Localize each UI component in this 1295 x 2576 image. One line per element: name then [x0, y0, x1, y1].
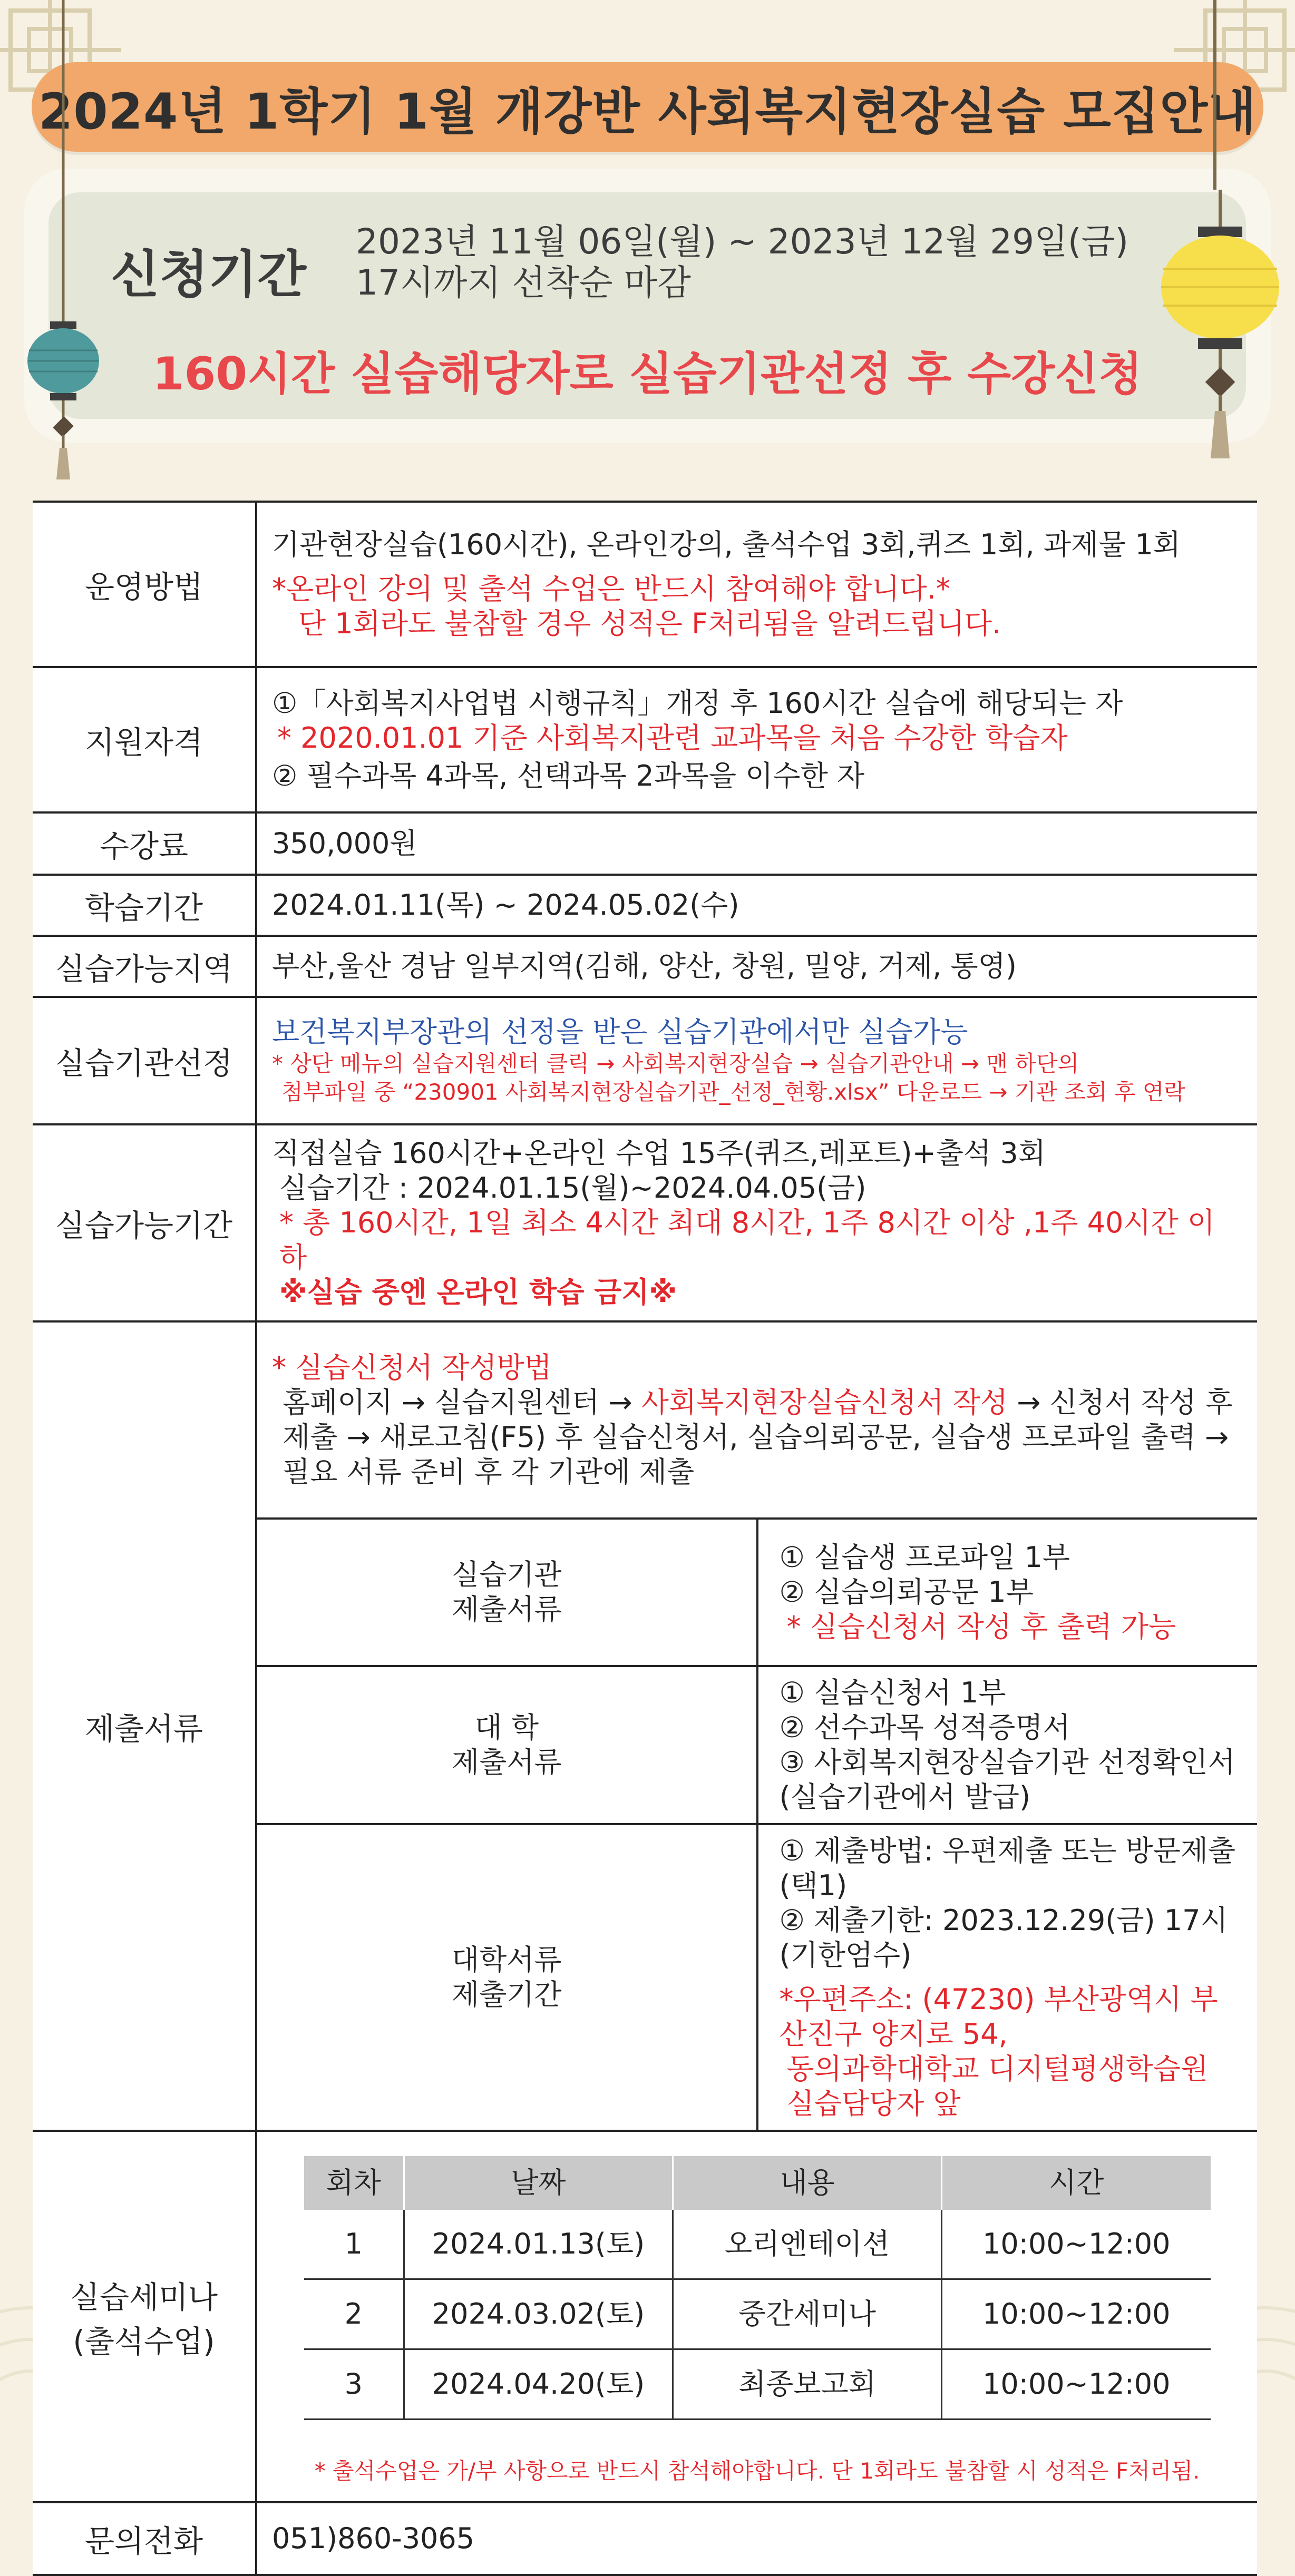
region-label: 실습가능지역 [33, 936, 256, 997]
practice-period-content [256, 1124, 1257, 1321]
howto-step-a: 홈페이지 → 실습지원센터 → [283, 1386, 641, 1419]
application-period-label: 신청기간 [111, 245, 306, 304]
row-operation [33, 502, 1257, 667]
institution-doc-item-2: ② 실습의뢰공문 1부 [779, 1575, 1034, 1609]
seminar-topic: 중간세미나 [673, 2279, 942, 2349]
seminar-label-line-1: 실습세미나 [70, 2279, 218, 2315]
institution-docs-label-line-2: 제출서류 [451, 1593, 562, 1626]
study-period-label: 학습기간 [33, 875, 256, 936]
university-docs-content [757, 1666, 1258, 1824]
seminar-content [256, 2131, 1257, 2502]
seminar-row [304, 2349, 1211, 2420]
howto-steps [272, 1385, 1242, 1490]
contact-phone: 051)860-3065 [256, 2502, 1257, 2575]
howto-link-text: 사회복지현장실습신청서 작성 [641, 1386, 1008, 1419]
institution-label: 실습기관선정 [33, 997, 256, 1124]
row-contact [33, 2502, 1257, 2575]
practice-period-warning: ※실습 중엔 온라인 학습 금지※ [279, 1276, 677, 1309]
application-deadline: 17시까지 선착순 마감 [356, 262, 691, 303]
documents-label: 제출서류 [33, 1321, 256, 2131]
institution-note-1: * 상단 메뉴의 실습지원센터 클릭 → 사회복지현장실습 → 실습기관안내 → 맨 하단의 [272, 1051, 1079, 1076]
university-deadline-label [257, 1824, 757, 2130]
university-doc-item-2: ② 선수과목 성적증명서 [779, 1711, 1070, 1744]
lantern-string [1210, 0, 1220, 190]
institution-content [256, 997, 1257, 1124]
seminar-header-date: 날짜 [404, 2156, 673, 2210]
university-docs-label-line-2: 제출서류 [451, 1746, 562, 1779]
seminar-round: 3 [304, 2349, 404, 2420]
seminar-topic: 오리엔테이션 [673, 2210, 942, 2279]
operation-warning: *온라인 강의 및 출석 수업은 반드시 참여해야 합니다.* [272, 572, 950, 605]
seminar-time: 10:00~12:00 [942, 2279, 1211, 2349]
seminar-label-line-2: (출석수업) [73, 2323, 215, 2359]
institution-doc-item-1: ① 실습생 프로파일 1부 [779, 1541, 1070, 1574]
seminar-time: 10:00~12:00 [942, 2210, 1211, 2279]
university-docs-label [257, 1666, 757, 1824]
seminar-note: * 출석수업은 가/부 사항으로 반드시 참석해야합니다. 단 1회라도 불참할 시 성적은 F처리됨. [314, 2458, 1200, 2484]
row-seminar [33, 2131, 1257, 2502]
page-title: 2024년 1학기 1월 개강반 사회복지현장실습 모집안내 [32, 62, 1263, 152]
submission-method: ① 제출방법: 우편제출 또는 방문제출 (택1) [779, 1834, 1236, 1902]
operation-label: 운영방법 [33, 502, 256, 667]
eligibility-note: * 2020.01.01 기준 사회복지관련 교과목을 처음 수강한 학습자 [277, 721, 1068, 755]
eligibility-label: 지원자격 [33, 667, 256, 812]
eligibility-content [256, 667, 1257, 812]
tuition-value: 350,000원 [256, 812, 1257, 875]
row-documents [33, 1321, 1257, 2131]
operation-warning-detail: 단 1회라도 불참할 경우 성적은 F처리됨을 알려드립니다. [298, 607, 1001, 640]
howto-step-c: → 신청서 작성 후 제출 → 새로고침(F5) 후 실습신청서, 실습의뢰공문, 실습생 프로파일 출력 → 필요 서류 준비 후 각 기관에 제출 [283, 1386, 1233, 1488]
university-doc-item-3: ③ 사회복지현장실습기관 선정확인서(실습기관에서 발급) [779, 1746, 1235, 1814]
university-deadline-label-line-2: 제출기간 [451, 1978, 562, 2011]
institution-note-2: 첨부파일 중 “230901 사회복지현장실습기관_선정_현황.xlsx” 다운로드 → 기관 조회 후 연락 [281, 1079, 1185, 1105]
seminar-round: 1 [304, 2210, 404, 2279]
seminar-date: 2024.04.20(토) [404, 2349, 673, 2420]
institution-line: 보건복지부장관의 선정을 받은 실습기관에서만 실습가능 [272, 1015, 968, 1049]
practice-period-line-1: 직접실습 160시간+온라인 수업 15주(퀴즈,레포트)+출석 3회 [272, 1137, 1046, 1170]
practice-period-line-2: 실습기간 : 2024.01.15(월)~2024.04.05(금) [279, 1171, 866, 1204]
info-table [33, 501, 1257, 2576]
seminar-round: 2 [304, 2279, 404, 2349]
seminar-label [33, 2131, 256, 2502]
seminar-time: 10:00~12:00 [942, 2349, 1211, 2420]
row-practice-period [33, 1124, 1257, 1321]
seminar-header-content: 내용 [673, 2156, 942, 2210]
university-doc-item-1: ① 실습신청서 1부 [779, 1676, 1006, 1709]
institution-doc-note: * 실습신청서 작성 후 출력 가능 [786, 1610, 1176, 1643]
operation-line: 기관현장실습(160시간), 온라인강의, 출석수업 3회,퀴즈 1회, 과제물 1회 [272, 528, 1181, 561]
yellow-lantern-icon [1157, 190, 1283, 464]
practice-period-note: * 총 160시간, 1일 최소 4시간 최대 8시간, 1주 8시간 이상 ,1주 40시간 이하 [279, 1206, 1215, 1274]
application-dates: 2023년 11월 06일(월) ~ 2023년 12월 29일(금) [356, 221, 1129, 262]
seminar-date: 2024.03.02(토) [404, 2279, 673, 2349]
region-value: 부산,울산 경남 일부지역(김해, 양산, 창원, 밀양, 거제, 통영) [256, 936, 1257, 997]
documents-subtable [257, 1323, 1257, 2130]
application-notice: 160시간 실습해당자로 실습기관선정 후 수강신청 [152, 348, 1143, 400]
study-period-value: 2024.01.11(목) ~ 2024.05.02(수) [256, 875, 1257, 936]
seminar-date: 2024.01.13(토) [404, 2210, 673, 2279]
row-eligibility [33, 667, 1257, 812]
university-docs-label-line-1: 대 학 [474, 1711, 539, 1744]
seminar-row [304, 2210, 1211, 2279]
eligibility-item-2: ② 필수과목 4과목, 선택과목 2과목을 이수한 자 [272, 759, 865, 792]
submission-deadline: ② 제출기한: 2023.12.29(금) 17시 (기한엄수) [779, 1904, 1228, 1972]
university-deadline-content [757, 1824, 1258, 2130]
seminar-schedule-table [304, 2156, 1211, 2420]
university-deadline-label-line-1: 대학서류 [451, 1943, 562, 1976]
documents-content [256, 1321, 1257, 2131]
application-period-text [356, 221, 1128, 303]
seminar-header-round: 회차 [304, 2156, 404, 2210]
row-institution [33, 997, 1257, 1124]
institution-docs-content [757, 1519, 1258, 1666]
row-region [33, 936, 1257, 997]
seminar-row [304, 2279, 1211, 2349]
howto-title: * 실습신청서 작성방법 [272, 1351, 552, 1384]
lantern-string [58, 0, 69, 295]
practice-period-label: 실습가능기간 [33, 1124, 256, 1321]
seminar-topic: 최종보고회 [673, 2349, 942, 2420]
operation-content [256, 502, 1257, 667]
mail-recipient: 동의과학대학교 디지털평생학습원 실습담당자 앞 [786, 2052, 1209, 2120]
eligibility-item-1: ①「사회복지사업법 시행규칙」개정 후 160시간 실습에 해당되는 자 [272, 687, 1123, 720]
row-study-period [33, 875, 1257, 936]
tuition-label: 수강료 [33, 812, 256, 875]
teal-lantern-icon [24, 295, 103, 485]
row-tuition [33, 812, 1257, 875]
application-howto [257, 1323, 1257, 1519]
contact-label: 문의전화 [33, 2502, 256, 2575]
mail-address: *우편주소: (47230) 부산광역시 부산진구 양지로 54, [779, 1983, 1218, 2051]
institution-docs-label [257, 1519, 757, 1666]
institution-docs-label-line-1: 실습기관 [451, 1558, 562, 1591]
seminar-header-time: 시간 [942, 2156, 1211, 2210]
